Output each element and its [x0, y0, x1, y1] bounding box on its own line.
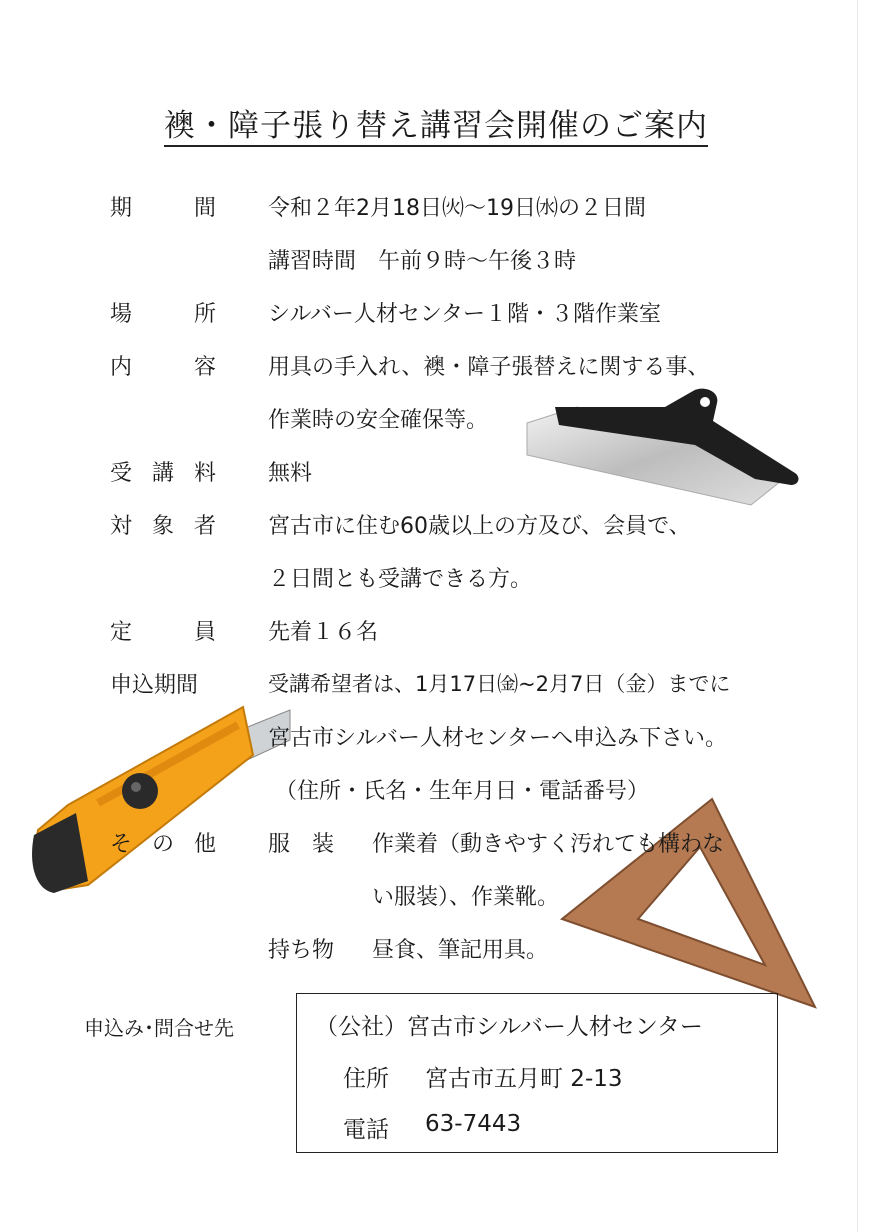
contact-org: （公社）宮古市シルバー人材センター — [315, 1014, 703, 1040]
label-capacity: 定 員 — [110, 620, 216, 645]
contact-address-label: 住所 — [343, 1066, 389, 1092]
label-apply-period: 申込期間 — [110, 673, 199, 698]
content-line-1: 用具の手入れ、襖・障子張替えに関する事、 — [268, 355, 710, 380]
label-other: そ の 他 — [110, 832, 216, 857]
contact-phone: 63-7443 — [425, 1111, 522, 1137]
label-target: 対 象 者 — [110, 514, 216, 539]
target-line-1: 宮古市に住む60歳以上の方及び、会員で、 — [268, 514, 691, 539]
label-fee: 受 講 料 — [110, 461, 216, 486]
items-value: 昼食、筆記用具。 — [372, 938, 549, 963]
capacity-value: 先着１６名 — [268, 620, 379, 645]
items-label: 持ち物 — [268, 938, 335, 963]
period-dates: 令和２年2月18日㈫～19日㈬の２日間 — [268, 196, 646, 221]
contact-phone-label: 電話 — [343, 1117, 389, 1143]
dress-line-1: 作業着（動きやすく汚れても構わな — [372, 832, 725, 857]
contact-address: 宮古市五月町 2-13 — [425, 1066, 623, 1092]
contact-box — [296, 993, 778, 1153]
period-hours: 講習時間 午前９時～午後３時 — [268, 249, 577, 274]
apply-line-3: （住所・氏名・生年月日・電話番号） — [275, 779, 650, 804]
page-title: 襖・障子張り替え講習会開催のご案内 — [0, 100, 872, 145]
label-period: 期 間 — [110, 196, 216, 221]
place-value: シルバー人材センター１階・３階作業室 — [268, 302, 662, 327]
utility-knife-icon — [28, 695, 308, 900]
page-edge — [857, 0, 858, 1232]
dress-label: 服 装 — [268, 832, 335, 857]
putty-knife-icon — [515, 385, 805, 515]
target-line-2: ２日間とも受講できる方。 — [268, 567, 533, 592]
contact-label: 申込み･問合せ先 — [84, 1016, 234, 1040]
apply-line-1: 受講希望者は、1月17日㈮~2月7日（金）までに — [268, 672, 731, 696]
apply-line-2: 宮古市シルバー人材センターへ申込み下さい。 — [268, 726, 728, 751]
label-place: 場 所 — [110, 302, 216, 327]
content-line-2: 作業時の安全確保等。 — [268, 408, 489, 433]
label-content: 内 容 — [110, 355, 216, 380]
dress-line-2: い服装）、作業靴。 — [372, 885, 560, 910]
fee-value: 無料 — [268, 461, 313, 486]
